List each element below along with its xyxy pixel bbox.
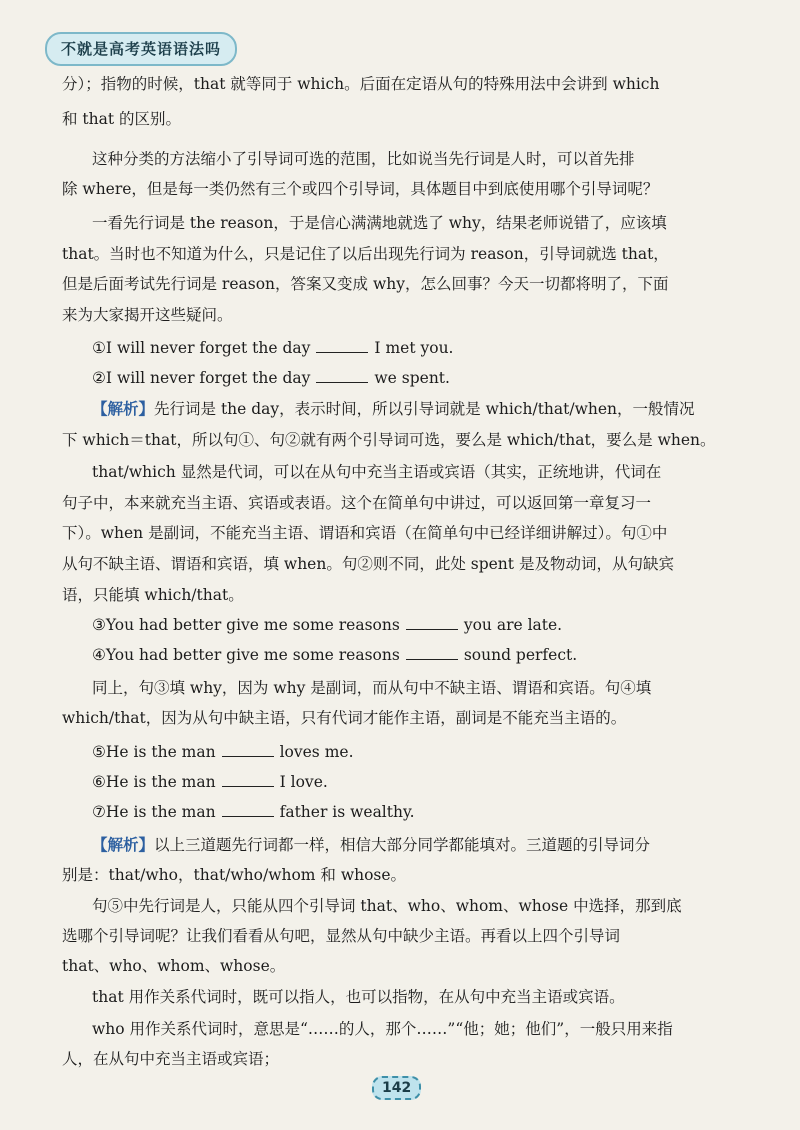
text-line <box>62 584 244 606</box>
text-line <box>62 707 626 729</box>
text-line <box>92 677 651 699</box>
text-line <box>62 429 716 451</box>
line-text: 以上三道题先行词都一样，相信大部分同学都能填对。三道题的引导词分 <box>154 836 651 854</box>
analysis-line <box>92 834 650 856</box>
exercise-line <box>92 337 453 359</box>
text-line <box>62 925 620 947</box>
exercise-line <box>92 367 450 389</box>
line-text: 但是后面考试先行词是 reason，答案又变成 why，怎么回事？今天一切都将明了，下面 <box>62 275 669 293</box>
exercise-line <box>92 614 562 636</box>
text-line <box>62 304 233 326</box>
sentence-start: ①I will never forget the day <box>92 339 311 357</box>
sentence-end: sound perfect. <box>463 646 578 664</box>
exercise-line <box>92 771 328 793</box>
line-text: 这种分类的方法缩小了引导词可选的范围，比如说当先行词是人时，可以首先排 <box>92 150 635 168</box>
answer-blank <box>222 742 274 757</box>
line-text: who 用作关系代词时，意思是“……的人，那个……”“他；她；他们”，一般只用来指 <box>92 1020 673 1038</box>
text-line <box>62 864 406 886</box>
text-line <box>62 955 285 977</box>
sentence-end: you are late. <box>463 616 563 634</box>
line-text: 一看先行词是 the reason，于是信心满满地就选了 why，结果老师说错了，应该填 <box>92 214 667 232</box>
line-text: 和 that 的区别。 <box>62 110 182 128</box>
sentence-start: ③You had better give me some reasons <box>92 616 400 634</box>
answer-blank <box>222 802 274 817</box>
text-line <box>62 553 674 575</box>
line-text: 别是：that/who，that/who/whom 和 whose。 <box>62 866 407 884</box>
sentence-end: we spent. <box>374 369 450 387</box>
line-text: 句子中，本来就充当主语、宾语或表语。这个在简单句中讲过，可以返回第一章复习一 <box>62 494 652 512</box>
line-text: 来为大家揭开这些疑问。 <box>62 306 233 324</box>
text-line <box>92 895 682 917</box>
answer-blank <box>316 338 368 353</box>
running-header: 不就是高考英语语法吗 <box>45 32 237 66</box>
text-line <box>92 461 661 483</box>
answer-blank <box>406 645 458 660</box>
text-line <box>92 148 635 170</box>
text-line <box>62 1048 279 1070</box>
line-text: which/that，因为从句中缺主语，只有代词才能作主语，副词是不能充当主语的。 <box>62 709 627 727</box>
sentence-end: I met you. <box>374 339 454 357</box>
sentence-start: ④You had better give me some reasons <box>92 646 400 664</box>
line-text: that/which 显然是代词，可以在从句中充当主语或宾语（其实，正统地讲，代词在 <box>92 463 662 481</box>
exercise-line <box>92 644 577 666</box>
text-line <box>62 73 659 95</box>
analysis-tag: 【解析】 <box>92 835 155 854</box>
line-text: 从句不缺主语、谓语和宾语，填 when。句②则不同，此处 spent 是及物动词，从句缺宾 <box>62 555 674 573</box>
line-text: 下）。when 是副词，不能充当主语、谓语和宾语（在简单句中已经详细讲解过）。句①中 <box>62 524 668 542</box>
line-text: 下 which＝that，所以句①、句②就有两个引导词可选，要么是 which/that，要么是 when。 <box>62 431 716 449</box>
line-text: 先行词是 the day，表示时间，所以引导词就是 which/that/when，一般情况 <box>154 400 695 418</box>
line-text: 同上，句③填 why，因为 why 是副词，而从句中不缺主语、谓语和宾语。句④填 <box>92 679 652 697</box>
sentence-start: ⑥He is the man <box>92 773 216 791</box>
sentence-end: father is wealthy. <box>279 803 415 821</box>
line-text: that、who、whom、whose。 <box>62 957 286 975</box>
line-text: that 用作关系代词时，既可以指人，也可以指物，在从句中充当主语或宾语。 <box>92 988 625 1006</box>
answer-blank <box>406 615 458 630</box>
exercise-line <box>92 741 354 763</box>
text-line <box>62 492 651 514</box>
answer-blank <box>316 368 368 383</box>
line-text: 选哪个引导词呢？让我们看看从句吧，显然从句中缺少主语。再看以上四个引导词 <box>62 927 621 945</box>
text-line <box>92 212 667 234</box>
line-text: 句⑤中先行词是人，只能从四个引导词 that、who、whom、whose 中选择，那到底 <box>92 897 682 915</box>
sentence-end: loves me. <box>279 743 354 761</box>
sentence-end: I love. <box>279 773 328 791</box>
answer-blank <box>222 772 274 787</box>
analysis-tag: 【解析】 <box>92 399 155 418</box>
sentence-start: ②I will never forget the day <box>92 369 311 387</box>
line-text: 除 where，但是每一类仍然有三个或四个引导词，具体题目中到底使用哪个引导词呢？ <box>62 180 659 198</box>
sentence-start: ⑦He is the man <box>92 803 216 821</box>
exercise-line <box>92 801 415 823</box>
text-line <box>62 178 658 200</box>
analysis-line <box>92 398 695 420</box>
text-line <box>62 108 181 130</box>
text-line <box>92 1018 673 1040</box>
page-number: 142 <box>372 1076 421 1100</box>
text-line <box>62 522 667 544</box>
line-text: 分）；指物的时候，that 就等同于 which。后面在定语从句的特殊用法中会讲到 which <box>62 75 660 93</box>
text-line <box>62 243 669 265</box>
line-text: 语，只能填 which/that。 <box>62 586 244 604</box>
sentence-start: ⑤He is the man <box>92 743 216 761</box>
line-text: 人，在从句中充当主语或宾语； <box>62 1050 280 1068</box>
text-line <box>62 273 668 295</box>
text-line <box>92 986 625 1008</box>
line-text: that。当时也不知道为什么，只是记住了以后出现先行词为 reason，引导词就选 that， <box>62 245 669 263</box>
